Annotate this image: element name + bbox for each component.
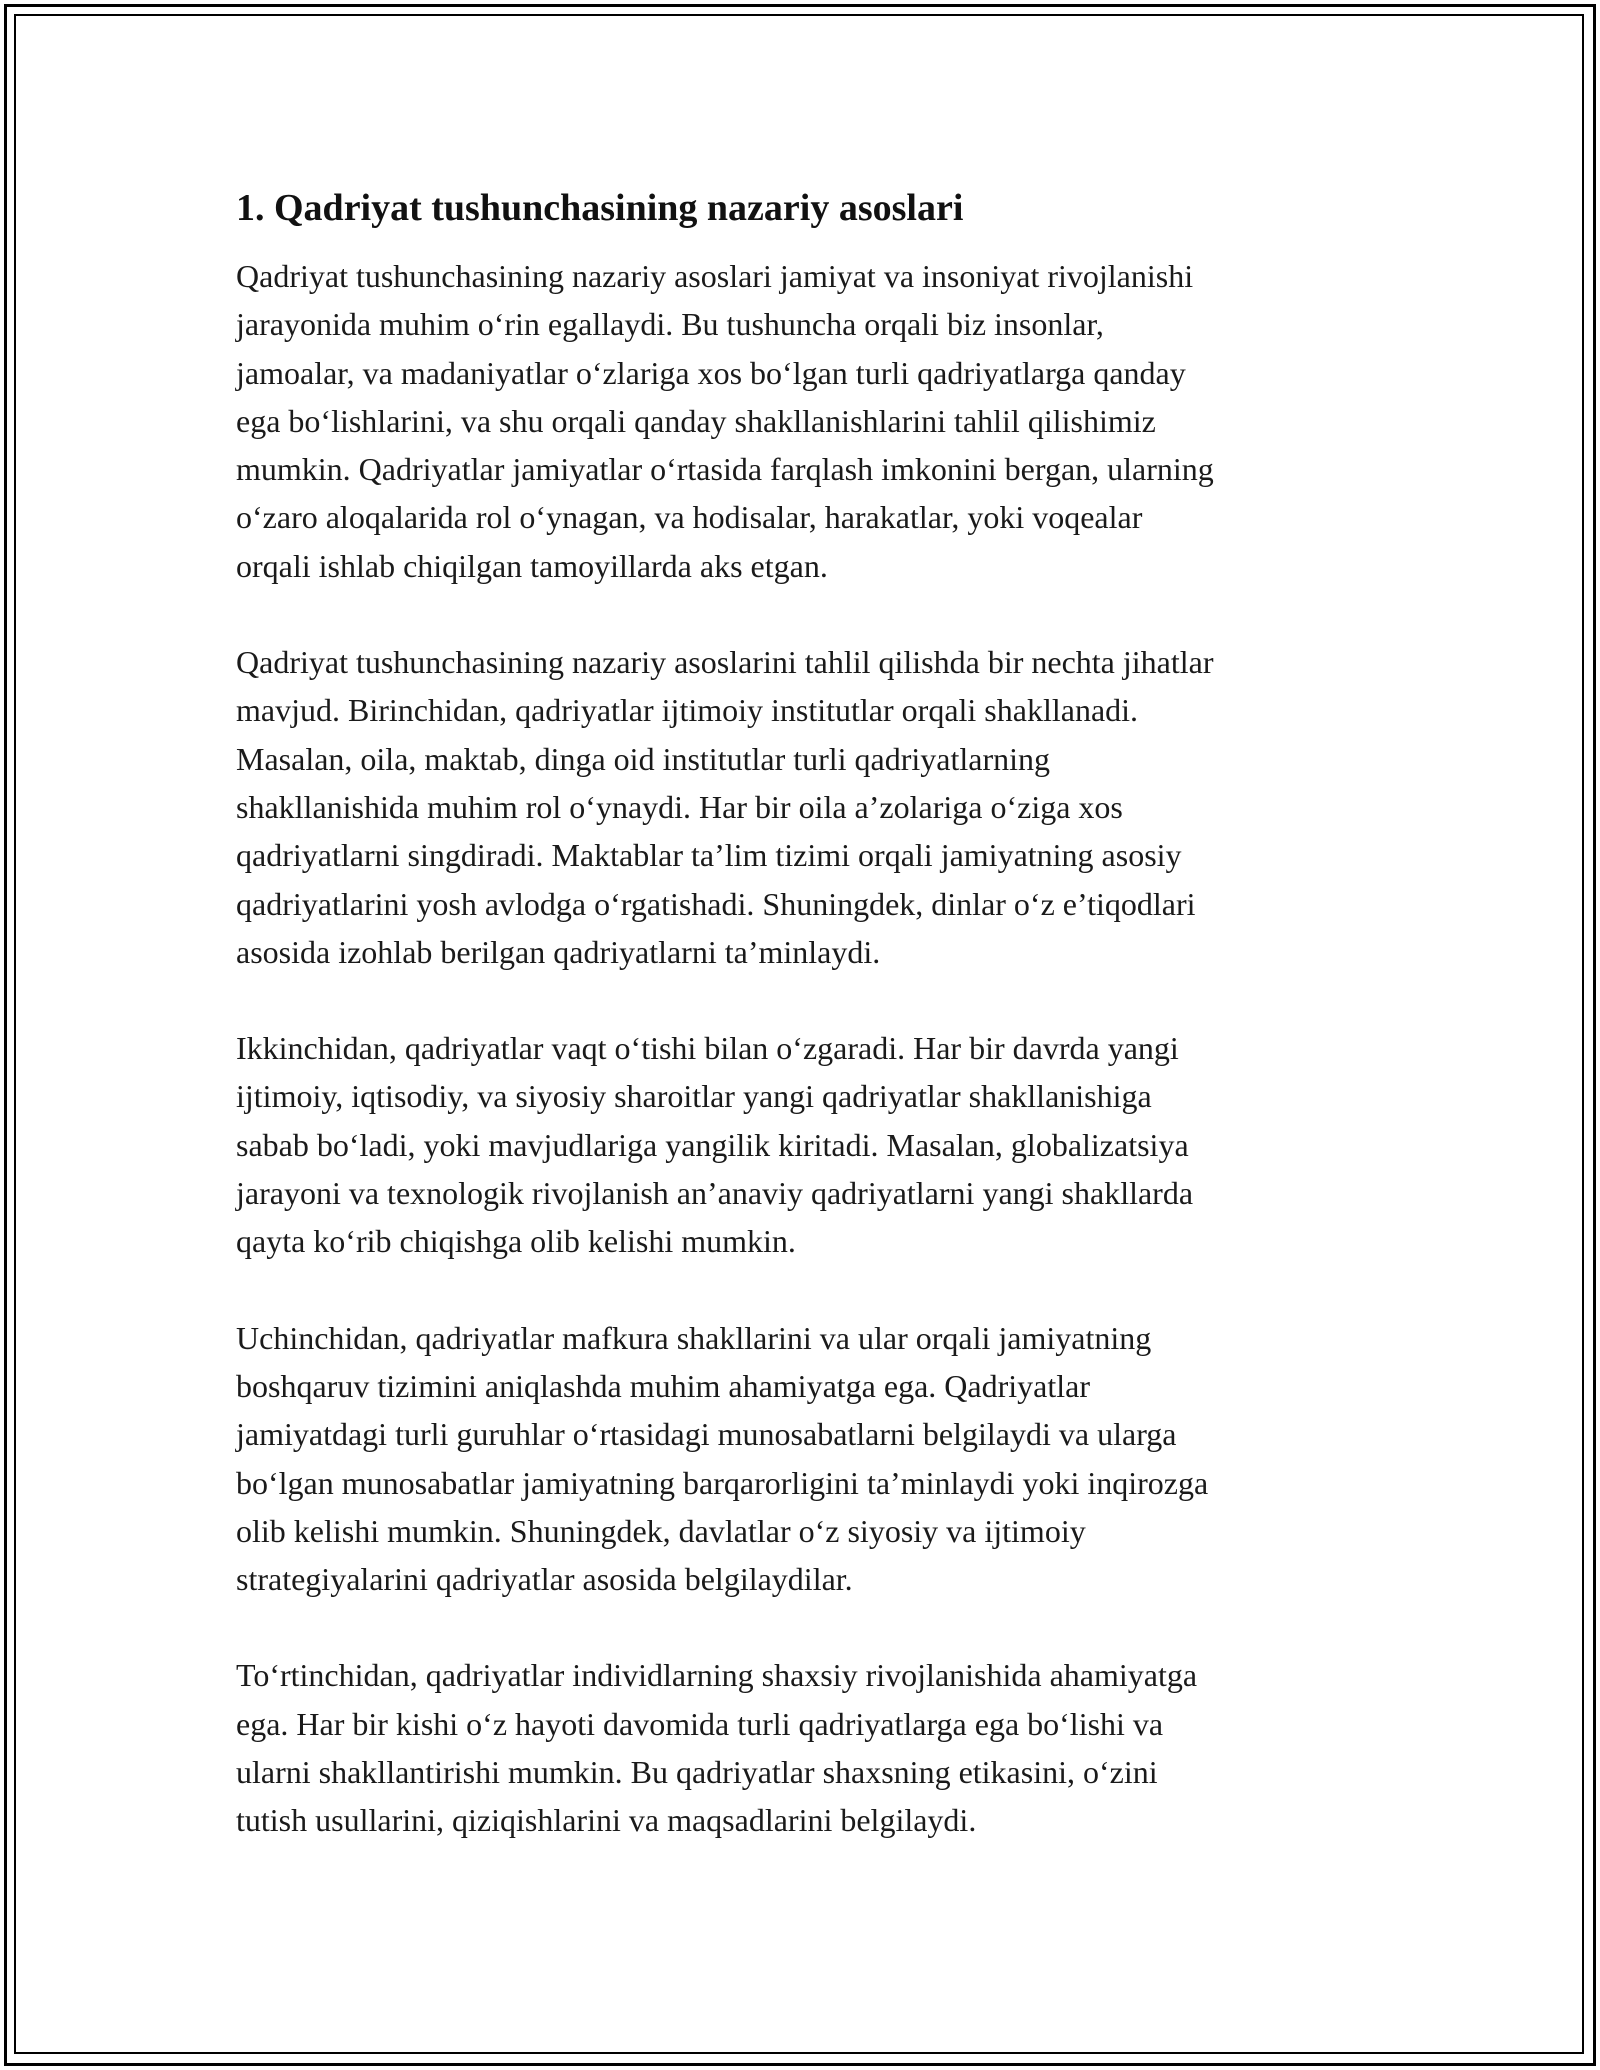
paragraph-line: tutish usullarini, qiziqishlarini va maqsadlarini belgilaydi. [236, 1802, 977, 1839]
paragraph-line: jarayonida muhim o‘rin egallaydi. Bu tushuncha orqali biz insonlar, [236, 306, 1104, 343]
paragraph-line: Qadriyat tushunchasining nazariy asoslarini tahlil qilishda bir nechta jihatlar [236, 644, 1214, 681]
paragraph-line: Uchinchidan, qadriyatlar mafkura shakllarini va ular orqali jamiyatning [236, 1319, 1152, 1356]
paragraph-4 [236, 1314, 1366, 1604]
paragraph-line: jarayoni va texnologik rivojlanish an’anaviy qadriyatlarni yangi shakllarda [236, 1175, 1194, 1212]
paragraph-3 [236, 1024, 1366, 1265]
paragraph-line: mavjud. Birinchidan, qadriyatlar ijtimoiy institutlar orqali shakllanadi. [236, 692, 1139, 729]
paragraph-line: sabab bo‘ladi, yoki mavjudlariga yangilik kiritadi. Masalan, globalizatsiya [236, 1126, 1189, 1163]
paragraph-line: strategiyalarini qadriyatlar asosida belgilaydilar. [236, 1561, 853, 1598]
paragraph-line: ega. Har bir kishi o‘z hayoti davomida turli qadriyatlarga ega bo‘lishi va [236, 1705, 1164, 1742]
paragraph-line: ularni shakllantirishi mumkin. Bu qadriyatlar shaxsning etikasini, o‘zini [236, 1754, 1158, 1791]
paragraph-line: To‘rtinchidan, qadriyatlar individlarning shaxsiy rivojlanishida ahamiyatga [236, 1657, 1198, 1694]
section-heading: 1. Qadriyat tushunchasining nazariy asoslari [236, 187, 964, 229]
paragraph-line: Ikkinchidan, qadriyatlar vaqt o‘tishi bilan o‘zgaradi. Har bir davrda yangi [236, 1030, 1179, 1067]
paragraph-line: Masalan, oila, maktab, dinga oid institutlar turli qadriyatlarning [236, 740, 1051, 777]
paragraph-5 [236, 1651, 1366, 1844]
paragraph-line: boshqaruv tizimini aniqlashda muhim ahamiyatga ega. Qadriyatlar [236, 1367, 1090, 1404]
document-body [236, 184, 1366, 1893]
paragraph-line: ijtimoiy, iqtisodiy, va siyosiy sharoitlar yangi qadriyatlar shakllanishiga [236, 1078, 1152, 1115]
paragraph-line: qadriyatlarni singdiradi. Maktablar ta’lim tizimi orqali jamiyatning asosiy [236, 837, 1182, 874]
paragraph-1 [236, 252, 1366, 590]
paragraph-line: mumkin. Qadriyatlar jamiyatlar o‘rtasida farqlash imkonini bergan, ularning [236, 451, 1214, 488]
paragraph-line: bo‘lgan munosabatlar jamiyatning barqarorligini ta’minlaydi yoki inqirozga [236, 1464, 1209, 1501]
paragraph-line: shakllanishida muhim rol o‘ynaydi. Har bir oila a’zolariga o‘ziga xos [236, 788, 1123, 825]
paragraph-line: qayta ko‘rib chiqishga olib kelishi mumkin. [236, 1223, 796, 1260]
paragraph-line: orqali ishlab chiqilgan tamoyillarda aks etgan. [236, 547, 828, 584]
paragraph-line: ega bo‘lishlarini, va shu orqali qanday shakllanishlarini tahlil qilishimiz [236, 402, 1156, 439]
paragraph-line: jamiyatdagi turli guruhlar o‘rtasidagi munosabatlarni belgilaydi va ularga [236, 1416, 1177, 1453]
paragraph-line: jamoalar, va madaniyatlar o‘zlariga xos bo‘lgan turli qadriyatlarga qanday [236, 354, 1186, 391]
paragraph-line: o‘zaro aloqalarida rol o‘ynagan, va hodisalar, harakatlar, yoki voqealar [236, 499, 1143, 536]
paragraph-line: asosida izohlab berilgan qadriyatlarni ta’minlaydi. [236, 933, 881, 970]
paragraph-line: Qadriyat tushunchasining nazariy asoslari jamiyat va insoniyat rivojlanishi [236, 258, 1194, 294]
paragraph-line: qadriyatlarini yosh avlodga o‘rgatishadi. Shuningdek, dinlar o‘z e’tiqodlari [236, 885, 1196, 922]
paragraph-line: olib kelishi mumkin. Shuningdek, davlatlar o‘z siyosiy va ijtimoiy [236, 1512, 1086, 1549]
paragraph-2 [236, 638, 1366, 976]
